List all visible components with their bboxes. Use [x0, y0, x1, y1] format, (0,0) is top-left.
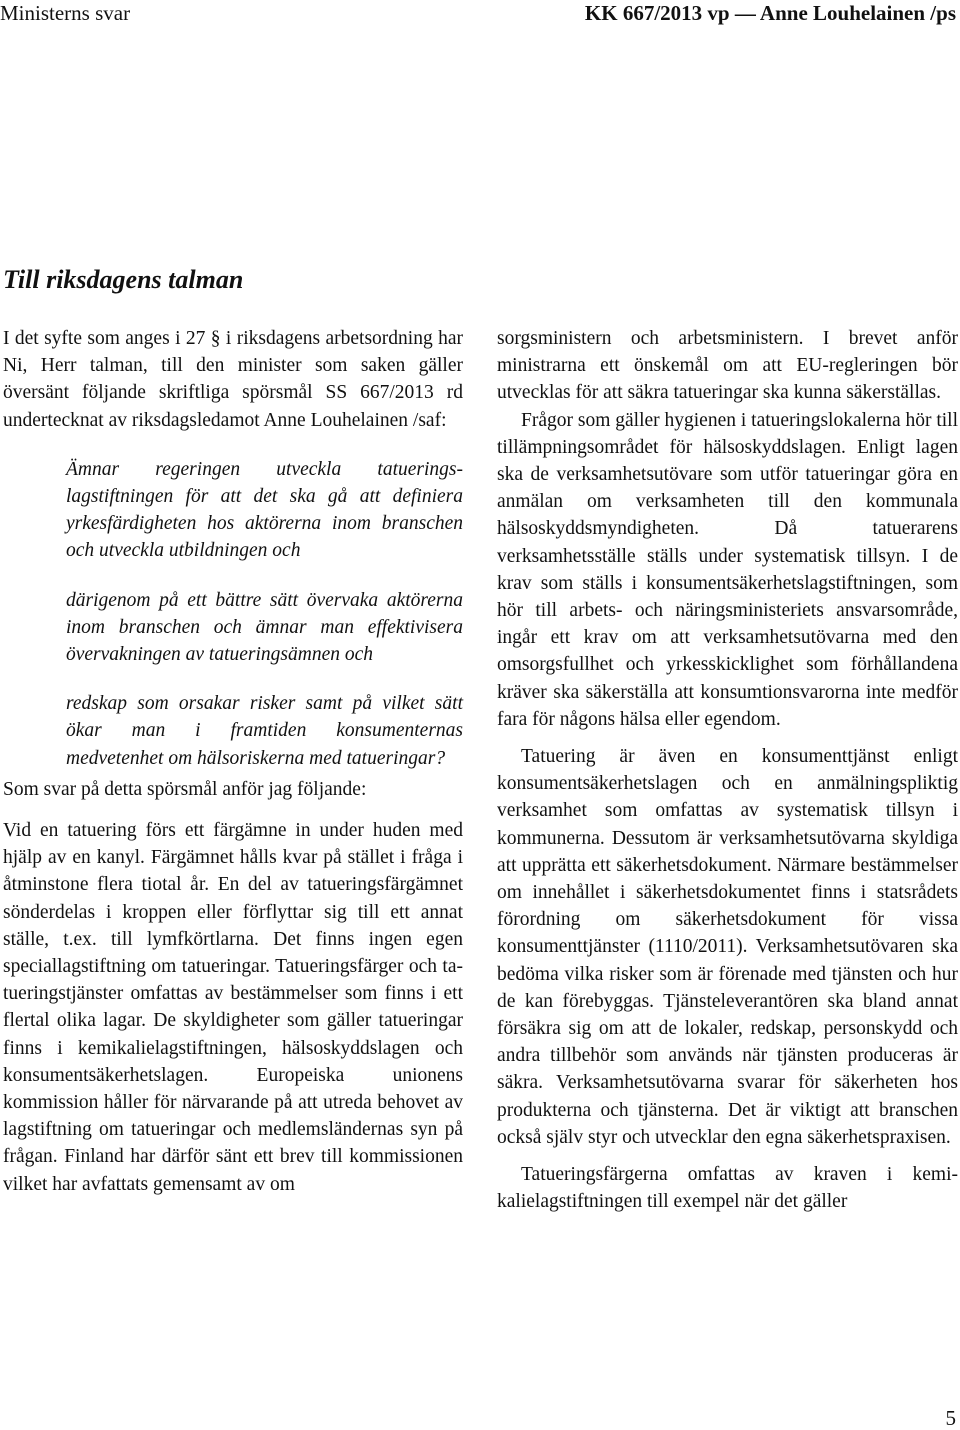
answer-paragraph: Vid en tatuering förs ett färgämne in under huden med hjälp av en kanyl. Färgämnet hålls kvar på stället i fråga i åtminstone flera tiotal år. En del av tatueringsfärgämnet sönderdelas i kroppen eller förflyttar sig till ett annat ställe, t.ex. till lymfkörtlarna. Det finns ingen egen speciallagstiftning om tatueringar. Tatueringsfärger och tatueringstjänster omfattas av bestämmelser som finns i ett flertal olika lagar. De skyldigheter som gäller tatueringar finns i kemikalielagstiftningen, hälsoskyddslagen och konsumentsäkerhetslagen. Europeiska unionens kommission håller för närvarande på att utreda behovet av lagstiftning om tatueringar och medlemsländernas syn på frågan. Finland har därför sänt ett brev till kommissionen vilket har avfattats gemensamt av om: [3, 820, 463, 1195]
document-title: Till riksdagens talman: [3, 265, 244, 294]
left-column: [3, 325, 463, 1198]
question-paragraph-1: Ämnar regeringen utveckla tatueringslagstiftningen för att det ska gå att definiera yrkesfärdigheten hos aktörerna inom branschen och utveckla utbildningen och: [66, 458, 463, 562]
body-paragraph-4: Tatueringsfärgerna omfattas av kraven i kemikalielagstiftningen till exempel när det gäller: [497, 1164, 958, 1213]
running-header-left: Ministerns svar: [0, 1, 131, 25]
running-header-right: KK 667/2013 vp — Anne Louhelainen /ps: [584, 1, 956, 25]
body-paragraph-1: sorgsministern och arbetsministern. I brevet anför ministrarna ett önskemål om att EU-regleringen bör utvecklas för att säkra tatueringar ska kunna säkerställas.: [497, 328, 958, 404]
page-number: 5: [945, 1406, 956, 1430]
body-paragraph-3: Tatuering är även en konsumenttjänst enligt konsumentsäkerhetslagen och en anmälningspliktig verksamhet som omfattas av systematisk tillsyn i kommunerna. Dessutom är verksamhetsutövarna skyldiga att upprätta ett säkerhetsdokument. Närmare bestämmelser om innehållet i säkerhetsdokumentet finns i statsrådets förordning om säkerhetsdokument för vissa konsumenttjänster (1110/2011). Verksamhetsutövaren ska bedöma vilka risker som är förenade med tjänsten och hur de kan förebyggas. Tjänsteleverantören ska bland annat försäkra sig om att de lokaler, redskap, personskydd och andra tillbehör som används när tjänsten produceras är säkra. Verksamhetsutövarna svarar för säkerheten hos produkterna och tjänsterna. Det är viktigt att branschen också själv styr och utvecklar den egna säkerhetspraxisen.: [497, 746, 958, 1148]
question-paragraph-3: redskap som orsakar risker samt på vilket sätt ökar man i framtiden konsumenternas medvetenhet om hälsoriskerna med tatueringar?: [66, 693, 463, 769]
answer-lead: Som svar på detta spörsmål anför jag följande:: [3, 778, 367, 800]
question-paragraph-2: därigenom på ett bättre sätt övervaka aktörerna inom branschen och ämnar man effektivisera övervakningen av tatueringsämnen och: [66, 589, 463, 666]
body-paragraph-2: Frågor som gäller hygienen i tatueringslokalerna hör till tillämpningsområdet för hälsoskyddslagen. Enligt lagen ska de verksamhetsutövare som utför tatueringar göra en anmälan om verksamheten till den kommunala hälsoskyddsmyndigheten. Då tatuerarens verksamhetsställe ställs under systematisk tillsyn. I de krav som ställs i konsumentsäkerhetslagstiftningen, som hör till arbets- och näringsministeriets ansvarsområde, ingår ett krav om att verksamhetsutövarna med den omsorgsfullhet och yrkesskicklighet som förhållandena kräver ska säkerställa att konsumtionsvarorna inte medför fara för någons hälsa eller egendom.: [497, 409, 959, 730]
intro-paragraph: I det syfte som anges i 27 § i riksdagens arbetsordning har Ni, Herr talman, till den minister som saken gäller översänt följande skriftliga spörsmål SS 667/2013 rd undertecknat av riksdagsledamot Anne Louhelainen /saf:: [3, 328, 463, 431]
right-column: [497, 325, 958, 1216]
